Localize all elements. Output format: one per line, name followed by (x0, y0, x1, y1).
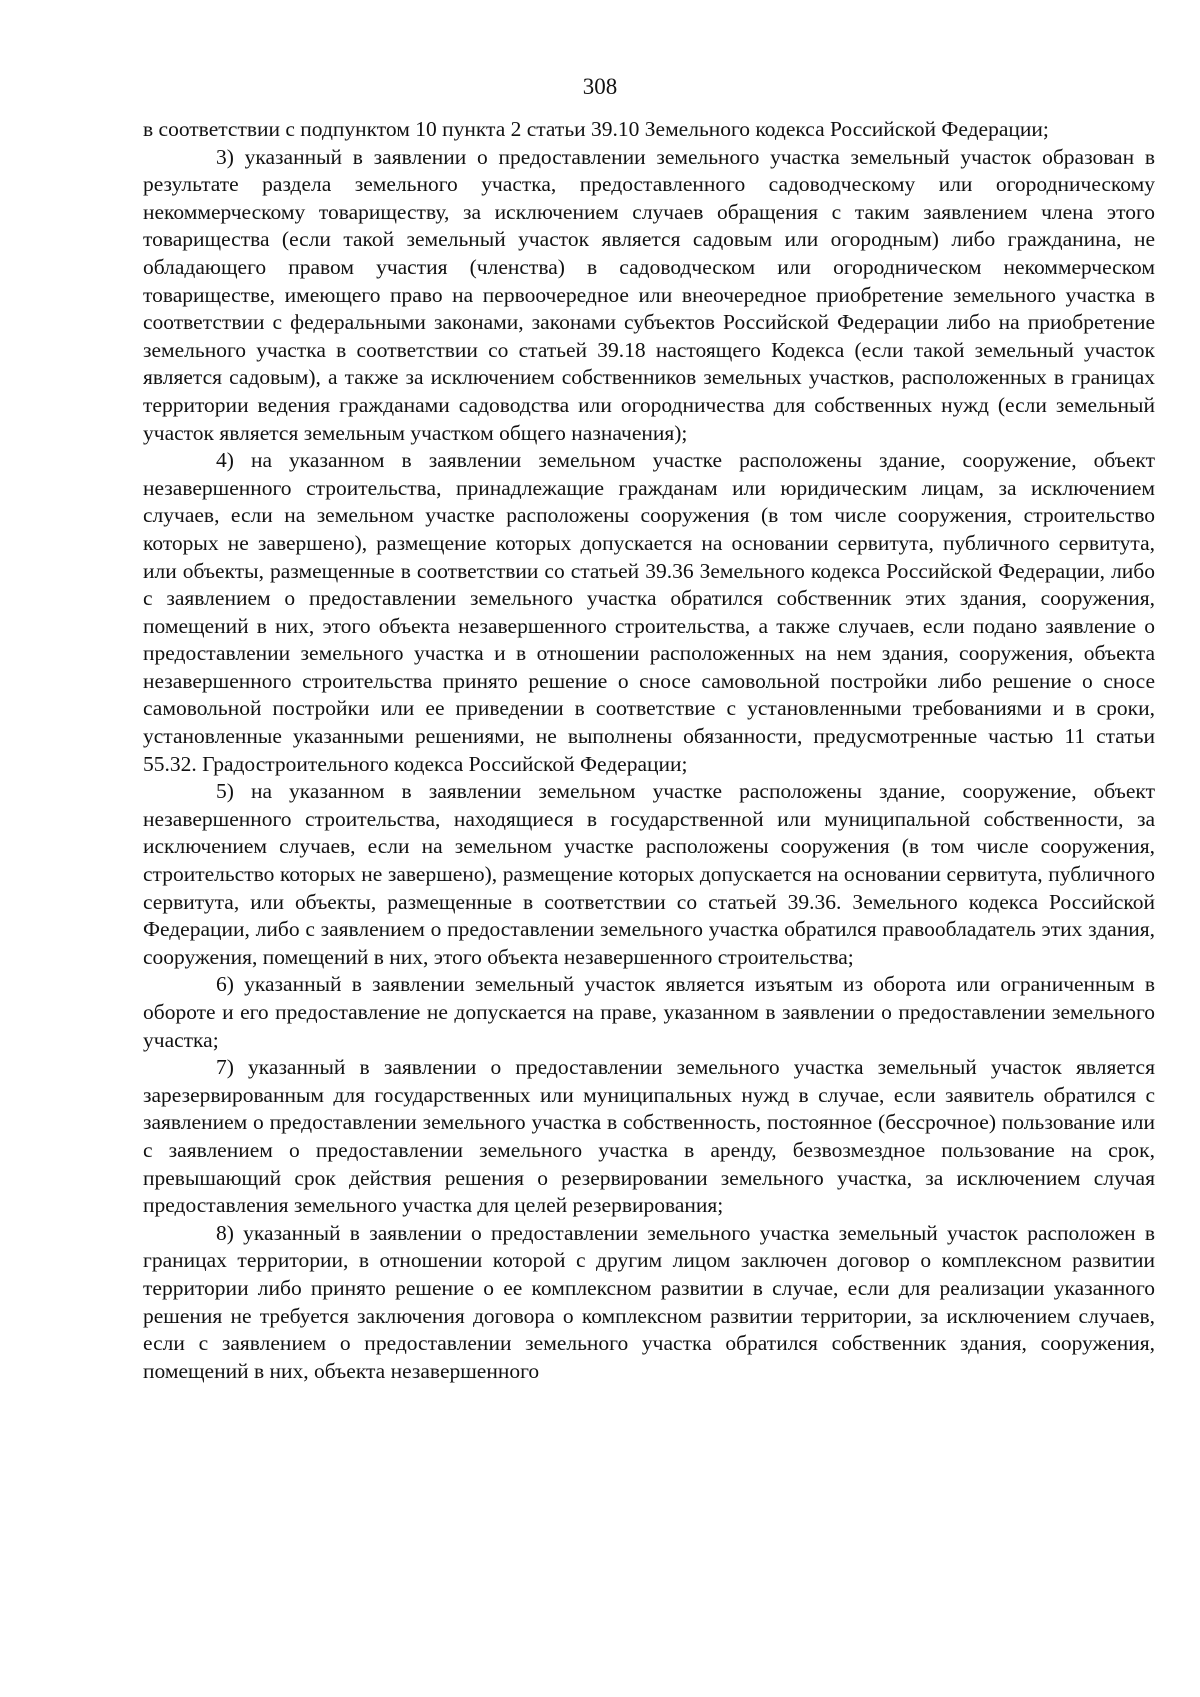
paragraph-continuation: в соответствии с подпунктом 10 пункта 2 статьи 39.10 Земельного кодекса Российской Федерации; (143, 117, 1049, 141)
paragraph-item-5: 5) на указанном в заявлении земельном участке расположены здание, сооружение, объект незавершенного строительства, находящиеся в государственной или муниципальной собственности, за исключением случаев, если на земельном участке расположены сооружения (в том числе сооружения, строительство которых не завершено), размещение которых допускается на основании сервитута, публичного сервитута, или объекты, размещенные в соответствии со статьей 39.36. Земельного кодекса Российской Федерации, либо с заявлением о предоставлении земельного участка обратился правообладатель этих здания, сооружения, помещений в них, этого объекта незавершенного строительства; (143, 779, 1155, 969)
paragraph-item-7: 7) указанный в заявлении о предоставлении земельного участка земельный участок является зарезервированным для государственных или муниципальных нужд в случае, если заявитель обратился с заявлением о предоставлении земельного участка в собственность, постоянное (бессрочное) пользование или с заявлением о предоставлении земельного участка в аренду, безвозмездное пользование на срок, превышающий срок действия решения о резервировании земельного участка, за исключением случая предоставления земельного участка для целей резервирования; (143, 1055, 1155, 1218)
paragraph-item-3: 3) указанный в заявлении о предоставлении земельного участка земельный участок образован в результате раздела земельного участка, предоставленного садоводческому или огородническому некоммерческому товариществу, за исключением случаев обращения с таким заявлением члена этого товарищества (если такой земельный участок является садовым или огородным) либо гражданина, не обладающего правом участия (членства) в садоводческом или огородническом некоммерческом товариществе, имеющего право на первоочередное или внеочередное приобретение земельного участка в соответствии с федеральными законами, законами субъектов Российской Федерации либо на приобретение земельного участка в соответствии со статьей 39.18 настоящего Кодекса (если такой земельный участок является садовым), а также за исключением собственников земельных участков, расположенных в границах территории ведения гражданами садоводства или огородничества для собственных нужд (если земельный участок является земельным участком общего назначения); (143, 144, 1155, 445)
document-body (143, 116, 1155, 1385)
paragraph-item-6: 6) указанный в заявлении земельный участок является изъятым из оборота или ограниченным в обороте и его предоставление не допускается на праве, указанном в заявлении о предоставлении земельного участка; (143, 972, 1155, 1052)
page-number: 308 (582, 74, 618, 99)
paragraph-item-4: 4) на указанном в заявлении земельном участке расположены здание, сооружение, объект незавершенного строительства, принадлежащие гражданам или юридическим лицам, за исключением случаев, если на земельном участке расположены сооружения (в том числе сооружения, строительство которых не завершено), размещение которых допускается на основании сервитута, публичного сервитута, или объекты, размещенные в соответствии со статьей 39.36 Земельного кодекса Российской Федерации, либо с заявлением о предоставлении земельного участка обратился собственник этих здания, сооружения, помещений в них, этого объекта незавершенного строительства, а также случаев, если подано заявление о предоставлении земельного участка и в отношении расположенных на нем здания, сооружения, объекта незавершенного строительства принято решение о сносе самовольной постройки либо решение о сносе самовольной постройки или ее приведении в соответствие с установленными требованиями и в сроки, установленные указанными решениями, не выполнены обязанности, предусмотренные частью 11 статьи 55.32. Градостроительного кодекса Российской Федерации; (143, 448, 1155, 776)
paragraph-item-8: 8) указанный в заявлении о предоставлении земельного участка земельный участок расположен в границах территории, в отношении которой с другим лицом заключен договор о комплексном развитии территории либо принято решение о ее комплексном развитии в случае, если для реализации указанного решения не требуется заключения договора о комплексном развитии территории, за исключением случаев, если с заявлением о предоставлении земельного участка обратился собственник здания, сооружения, помещений в них, объекта незавершенного (143, 1220, 1155, 1383)
